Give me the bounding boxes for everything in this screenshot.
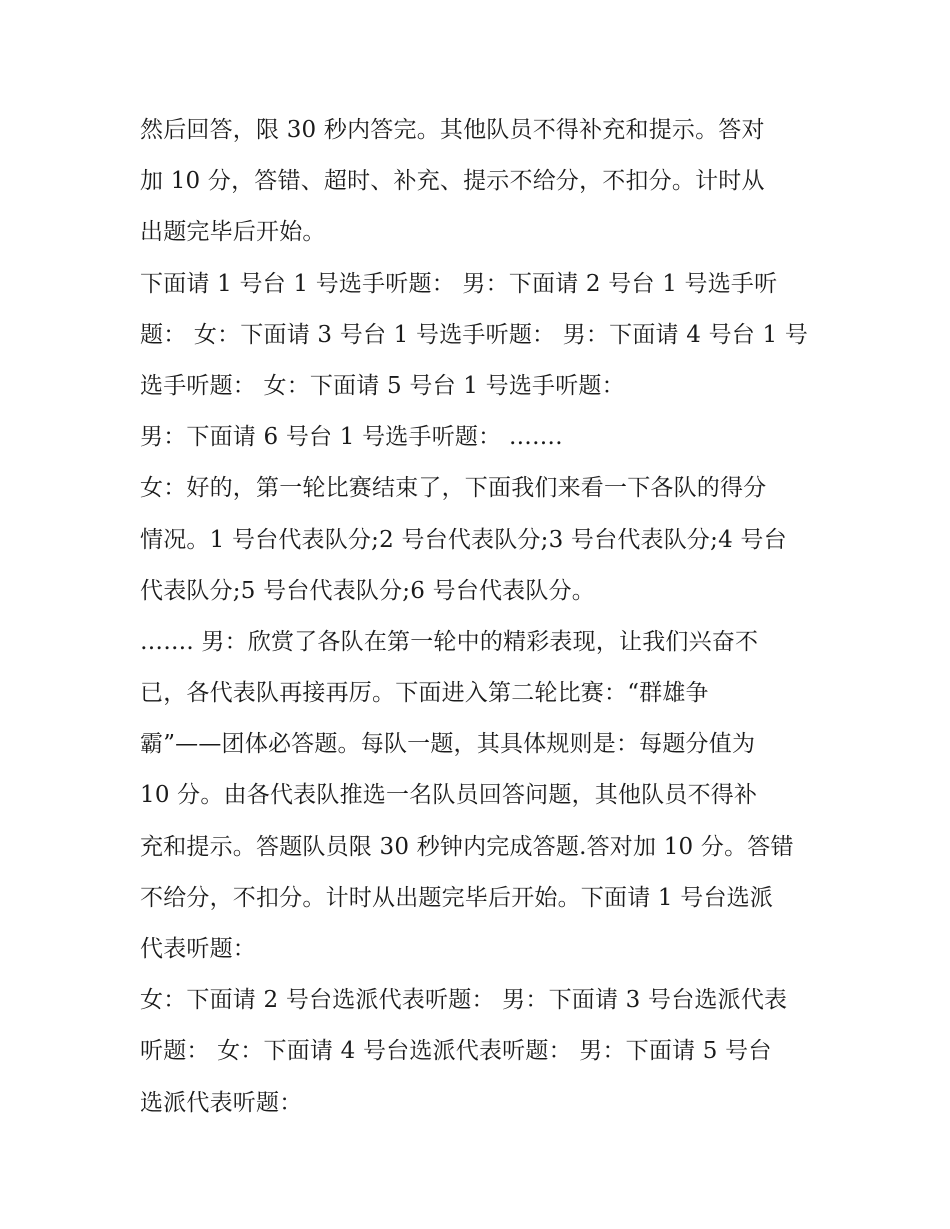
text-line: 然后回答，限 30 秒内答完。其他队员不得补充和提示。答对	[140, 117, 765, 143]
text-line: 选派代表听题：	[140, 1089, 303, 1116]
text-line: 不给分，不扣分。计时从出题完毕后开始。下面请 1 号台选派	[140, 884, 774, 911]
text-line: 10 分。由各代表队推选一名队员回答问题，其他队员不得补	[140, 782, 758, 809]
text-line: 听题： 女：下面请 4 号台选派代表听题： 男：下面请 5 号台	[140, 1038, 772, 1065]
text-line: 加 10 分，答错、超时、补充、提示不给分，不扣分。计时从	[140, 168, 765, 195]
text-line: 已，各代表队再接再厉。下面进入第二轮比赛：“群雄争	[140, 680, 709, 707]
text-line: 选手听题： 女：下面请 5 号台 1 号选手听题：	[140, 372, 625, 399]
text-line: 代表听题：	[140, 936, 256, 962]
text-line: 男：下面请 6 号台 1 号选手听题： …….	[140, 424, 563, 451]
text-line: ……. 男：欣赏了各队在第一轮中的精彩表现，让我们兴奋不	[140, 628, 759, 655]
text-line: 下面请 1 号台 1 号选手听题： 男：下面请 2 号台 1 号选手听	[140, 270, 778, 297]
text-line: 情况。1 号台代表队分;2 号台代表队分;3 号台代表队分;4 号台	[140, 526, 787, 553]
text-line: 女：好的，第一轮比赛结束了，下面我们来看一下各队的得分	[140, 475, 767, 502]
text-line: 题： 女：下面请 3 号台 1 号选手听题： 男：下面请 4 号台 1 号	[140, 321, 809, 348]
text-line: 出题完毕后开始。	[140, 219, 326, 246]
text-line: 女：下面请 2 号台选派代表听题： 男：下面请 3 号台选派代表	[140, 987, 788, 1014]
document-body	[140, 105, 820, 1129]
text-line: 霸”——团体必答题。每队一题，其具体规则是：每题分值为	[140, 731, 756, 758]
text-line: 充和提示。答题队员限 30 秒钟内完成答题.答对加 10 分。答错	[140, 833, 794, 860]
text-line: 代表队分;5 号台代表队分;6 号台代表队分。	[140, 577, 595, 604]
